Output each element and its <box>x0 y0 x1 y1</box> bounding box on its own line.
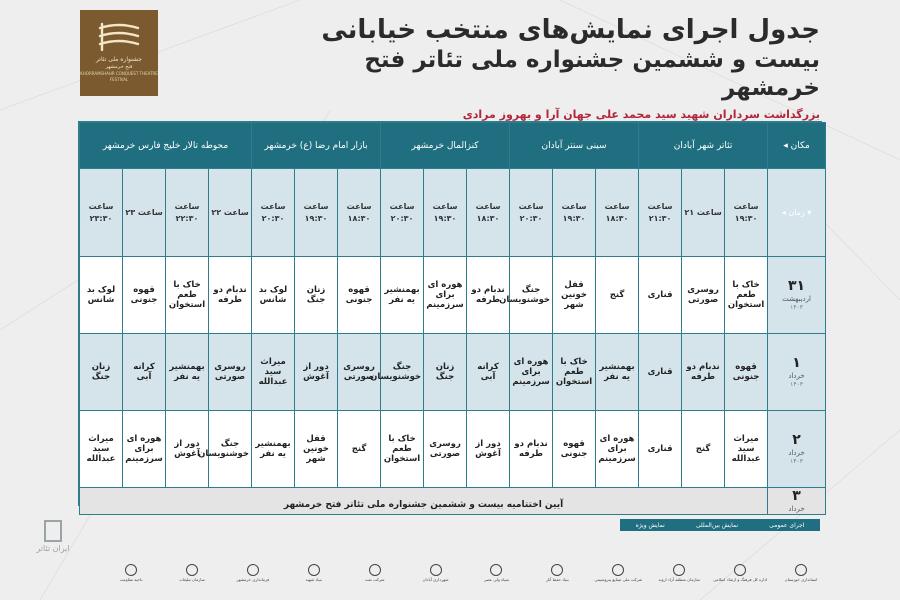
day-row <box>80 334 826 411</box>
performance-title: قناری <box>647 290 673 300</box>
performance-cell <box>639 334 682 411</box>
performance-cell <box>725 334 768 411</box>
sponsor-name: ناحیه مقاومت <box>119 577 143 582</box>
watermark-icon <box>44 520 62 542</box>
performance-cell <box>80 334 123 411</box>
time-slot-label: ساعت ۲۰:۳۰ <box>389 201 415 223</box>
day-row <box>80 411 826 488</box>
logo-text-fa-1: جشنواره ملی تئاتر <box>96 56 142 63</box>
performance-cell <box>499 257 553 334</box>
day-month: اردیبهشت <box>782 295 811 303</box>
performance-title: خاک با طعم استخوان <box>168 280 206 310</box>
performance-cell <box>338 334 381 411</box>
performance-cell <box>166 334 209 411</box>
sponsor-name: بنیاد شهید <box>305 577 322 582</box>
legend-item: اجرای عمومی <box>769 521 805 529</box>
performance-cell <box>123 334 166 411</box>
legend <box>620 519 820 531</box>
time-slot-label: ساعت ۲۰:۳۰ <box>518 201 544 223</box>
performance-cell <box>80 411 123 488</box>
performance-title: گنج <box>351 444 367 454</box>
performance-title: قهوه جنونی <box>732 362 760 382</box>
venue-header: بازار امام رضا (ع) خرمشهر <box>252 123 381 169</box>
closing-row <box>80 488 826 515</box>
performance-cell <box>639 257 682 334</box>
sponsor-logo <box>348 564 402 582</box>
sponsor-logo <box>104 564 158 582</box>
sponsor-name: اداره کل فرهنگ و ارشاد اسلامی <box>713 577 768 582</box>
performance-title: گنج <box>609 290 625 300</box>
performance-cell <box>295 411 338 488</box>
emblem-icon <box>673 564 685 576</box>
legend-item: نمایش بین‌المللی <box>695 521 739 529</box>
sponsor-name: فرمانداری خرمشهر <box>236 577 270 582</box>
time-slot <box>639 169 682 257</box>
performance-cell <box>424 411 467 488</box>
performance-title: ندبام دو طرفه <box>514 439 548 459</box>
page-title: جدول اجرای نمایش‌های منتخب خیابانی <box>321 15 820 45</box>
performance-cell <box>198 411 252 488</box>
time-slot <box>166 169 209 257</box>
schedule-table <box>78 121 822 513</box>
performance-cell <box>467 411 510 488</box>
time-slot-label: ساعت ۲۲:۳۰ <box>174 201 200 223</box>
logo-text-en: KHORRAMSHAHR CONQUEST THEATRE FESTIVAL <box>80 71 158 82</box>
day-number: ۲ <box>792 432 801 448</box>
page-subtitle: بیست و ششمین جشنواره ملی تئاتر فتح خرمشهر <box>364 47 820 101</box>
performance-cell <box>596 411 639 488</box>
sponsor-name: سازمان منطقه آزاد اروند <box>658 577 700 582</box>
performance-title: جنگ خوشنویسان <box>499 285 551 305</box>
venue-header: کنزالمال خرمشهر <box>381 123 510 169</box>
sponsor-logo <box>287 564 341 582</box>
time-slot-label: ساعت ۱۹:۳۰ <box>733 201 759 223</box>
emblem-icon <box>308 564 320 576</box>
performance-title: گنج <box>695 444 711 454</box>
performance-title: قناری <box>647 367 673 377</box>
performance-cell <box>295 334 338 411</box>
performance-cell <box>338 257 381 334</box>
performance-title: قناری <box>647 444 673 454</box>
dedication-text: بزرگداشت سرداران شهید سید محمد علی جهان آرا و بهروز مرادی <box>462 108 820 121</box>
sponsor-strip <box>104 560 828 586</box>
performance-title: میراث سید عبدالله <box>86 434 116 464</box>
performance-title: کرانه آبی <box>477 362 499 382</box>
performance-cell <box>252 411 295 488</box>
performance-title: هوره ای برای سرزمینم <box>598 434 636 464</box>
time-slot <box>682 169 725 257</box>
logo-text-fa-2: فتح خرمشهر <box>105 64 133 70</box>
day-year: ۱۴۰۳ <box>790 458 803 465</box>
performance-title: لوک بد شانس <box>258 285 288 305</box>
performance-title: روسری صورتی <box>343 362 375 382</box>
time-slot-label: ساعت ۱۹:۳۰ <box>303 201 329 223</box>
performance-cell <box>370 334 424 411</box>
performance-title: ندبام دو طرفه <box>213 285 247 305</box>
watermark-text: ایران تئاتر <box>36 544 70 553</box>
sponsor-name: سپاه ولی عصر <box>483 577 509 582</box>
time-slot <box>381 169 424 257</box>
time-slot-label: ساعت ۲۳:۳۰ <box>88 201 114 223</box>
festival-logo <box>80 10 158 96</box>
performance-cell <box>510 411 553 488</box>
performance-title: هوره ای برای سرزمینم <box>426 280 464 310</box>
time-slot-label: ساعت ۲۰:۳۰ <box>260 201 286 223</box>
time-slot <box>467 169 510 257</box>
performance-title: خاک با طعم استخوان <box>727 280 765 310</box>
day-cell <box>768 488 826 515</box>
day-cell <box>768 411 826 488</box>
performance-title: بهمنشیر یه نفر <box>599 362 635 382</box>
performance-title: میراث سید عبدالله <box>258 357 288 387</box>
sponsor-logo <box>469 564 523 582</box>
performance-title: میراث سید عبدالله <box>731 434 761 464</box>
time-slot <box>424 169 467 257</box>
time-slot-label: ساعت ۱۸:۳۰ <box>604 201 630 223</box>
performance-title: زنان جنگ <box>435 362 455 382</box>
sponsor-logo <box>530 564 584 582</box>
performance-title: جنگ خوشنویسان <box>370 362 422 382</box>
sponsor-logo <box>591 564 645 582</box>
sponsor-name: سازمان تبلیغات <box>179 577 205 582</box>
emblem-icon <box>734 564 746 576</box>
performance-cell <box>209 257 252 334</box>
performance-title: زنان جنگ <box>91 362 111 382</box>
festival-logo-mark <box>94 20 144 52</box>
header <box>260 14 820 121</box>
performance-cell <box>725 257 768 334</box>
sponsor-logo <box>774 564 828 582</box>
time-slot-label: ساعت ۲۱:۳۰ <box>647 201 673 223</box>
sponsor-name: شهرداری آبادان <box>422 577 449 582</box>
performance-title: قهوه جنونی <box>345 285 373 305</box>
time-slot-label: ساعت ۲۳ <box>125 207 163 217</box>
time-slot <box>725 169 768 257</box>
performance-cell <box>252 334 295 411</box>
performance-cell <box>682 334 725 411</box>
performance-title: قفل خونین شهر <box>303 434 329 464</box>
performance-cell <box>639 411 682 488</box>
day-row <box>80 257 826 334</box>
performance-title: لوک بد شانس <box>86 285 116 305</box>
sponsor-name: شرکت نفت <box>364 577 385 582</box>
performance-cell <box>510 334 553 411</box>
performance-cell <box>682 257 725 334</box>
day-month: خرداد <box>788 449 805 457</box>
emblem-icon <box>551 564 563 576</box>
watermark <box>8 520 98 580</box>
day-year: ۱۴۰۳ <box>790 304 803 311</box>
time-slot <box>80 169 123 257</box>
performance-cell <box>123 257 166 334</box>
performance-title: قهوه جنونی <box>560 439 588 459</box>
emblem-icon <box>795 564 807 576</box>
performance-title: هوره ای برای سرزمینم <box>125 434 163 464</box>
time-slot-label: ساعت ۱۸:۳۰ <box>475 201 501 223</box>
performance-cell <box>553 257 596 334</box>
sponsor-logo <box>713 564 767 582</box>
sponsor-logo <box>409 564 463 582</box>
performance-cell <box>596 257 639 334</box>
performance-cell <box>252 257 295 334</box>
venue-header-row <box>80 123 826 169</box>
sponsor-logo <box>652 564 706 582</box>
performance-cell <box>166 257 209 334</box>
emblem-icon <box>612 564 624 576</box>
time-slot <box>510 169 553 257</box>
day-number: ۳ <box>792 488 801 504</box>
performance-title: بهمنشیر یه نفر <box>255 439 291 459</box>
performance-title: روسری صورتی <box>214 362 246 382</box>
performance-cell <box>295 257 338 334</box>
performance-title: دور از آغوش <box>475 439 501 459</box>
performance-title: جنگ خوشنویسان <box>198 439 250 459</box>
performance-title: خاک با طعم استخوان <box>383 434 421 464</box>
time-slot-label: ساعت ۱۹:۳۰ <box>432 201 458 223</box>
time-header: ▾ زمان ◂ <box>768 169 826 257</box>
performance-cell <box>209 334 252 411</box>
performance-cell <box>381 257 424 334</box>
performance-cell <box>80 257 123 334</box>
closing-ceremony-text: آیین اختتامیه بیست و ششمین جشنواره ملی تئاتر فتح خرمشهر <box>283 499 564 510</box>
venue-header: تئاتر شهر آبادان <box>639 123 768 169</box>
sponsor-name: استانداری خوزستان <box>784 577 818 582</box>
performance-cell <box>596 334 639 411</box>
time-slot <box>553 169 596 257</box>
time-slot <box>338 169 381 257</box>
performance-title: هوره ای برای سرزمینم <box>512 357 550 387</box>
venue-header: سینی سنتر آبادان <box>510 123 639 169</box>
sponsor-logo <box>226 564 280 582</box>
time-header-row <box>80 169 826 257</box>
time-slot <box>252 169 295 257</box>
performance-cell <box>381 411 424 488</box>
sponsor-logo <box>165 564 219 582</box>
performance-title: روسری صورتی <box>687 285 719 305</box>
closing-ceremony-cell <box>80 488 768 515</box>
time-slot-label: ساعت ۱۹:۳۰ <box>561 201 587 223</box>
sponsor-name: شرکت ملی صنایع پتروشیمی <box>594 577 643 582</box>
day-month: خرداد <box>788 372 805 380</box>
performance-title: ندبام دو طرفه <box>471 285 505 305</box>
place-header: مکان ◂ <box>768 123 826 169</box>
time-slot-label: ساعت ۲۱ <box>684 207 722 217</box>
performance-title: کرانه آبی <box>133 362 155 382</box>
emblem-icon <box>125 564 137 576</box>
day-cell <box>768 257 826 334</box>
performance-title: دور از آغوش <box>303 362 329 382</box>
schedule-grid <box>79 122 826 515</box>
performance-title: خاک با طعم استخوان <box>555 357 593 387</box>
venue-header: محوطه تالار خلیج فارس خرمشهر <box>80 123 252 169</box>
emblem-icon <box>369 564 381 576</box>
performance-cell <box>424 334 467 411</box>
emblem-icon <box>186 564 198 576</box>
performance-cell <box>424 257 467 334</box>
performance-title: ندبام دو طرفه <box>686 362 720 382</box>
performance-cell <box>553 411 596 488</box>
day-month: خرداد <box>788 505 805 513</box>
performance-title: قفل خونین شهر <box>561 280 587 310</box>
performance-cell <box>338 411 381 488</box>
performance-cell <box>467 334 510 411</box>
performance-cell <box>123 411 166 488</box>
day-number: ۳۱ <box>788 278 806 294</box>
emblem-icon <box>430 564 442 576</box>
day-year: ۱۴۰۳ <box>790 381 803 388</box>
day-cell <box>768 334 826 411</box>
performance-title: زنان جنگ <box>306 285 326 305</box>
time-slot <box>209 169 252 257</box>
day-number: ۱ <box>792 355 801 371</box>
time-slot-label: ساعت ۲۲ <box>211 207 249 217</box>
performance-cell <box>682 411 725 488</box>
performance-title: دور از آغوش <box>174 439 200 459</box>
performance-title: بهمنشیر یه نفر <box>169 362 205 382</box>
time-slot <box>123 169 166 257</box>
performance-title: روسری صورتی <box>429 439 461 459</box>
emblem-icon <box>247 564 259 576</box>
time-slot-label: ساعت ۱۸:۳۰ <box>346 201 372 223</box>
performance-title: بهمنشیر یه نفر <box>384 285 420 305</box>
sponsor-name: بنیاد حفظ آثار <box>546 577 569 582</box>
performance-cell <box>553 334 596 411</box>
time-slot <box>295 169 338 257</box>
performance-title: قهوه جنونی <box>130 285 158 305</box>
time-slot <box>596 169 639 257</box>
emblem-icon <box>490 564 502 576</box>
legend-item: نمایش ویژه <box>635 521 665 529</box>
performance-cell <box>725 411 768 488</box>
